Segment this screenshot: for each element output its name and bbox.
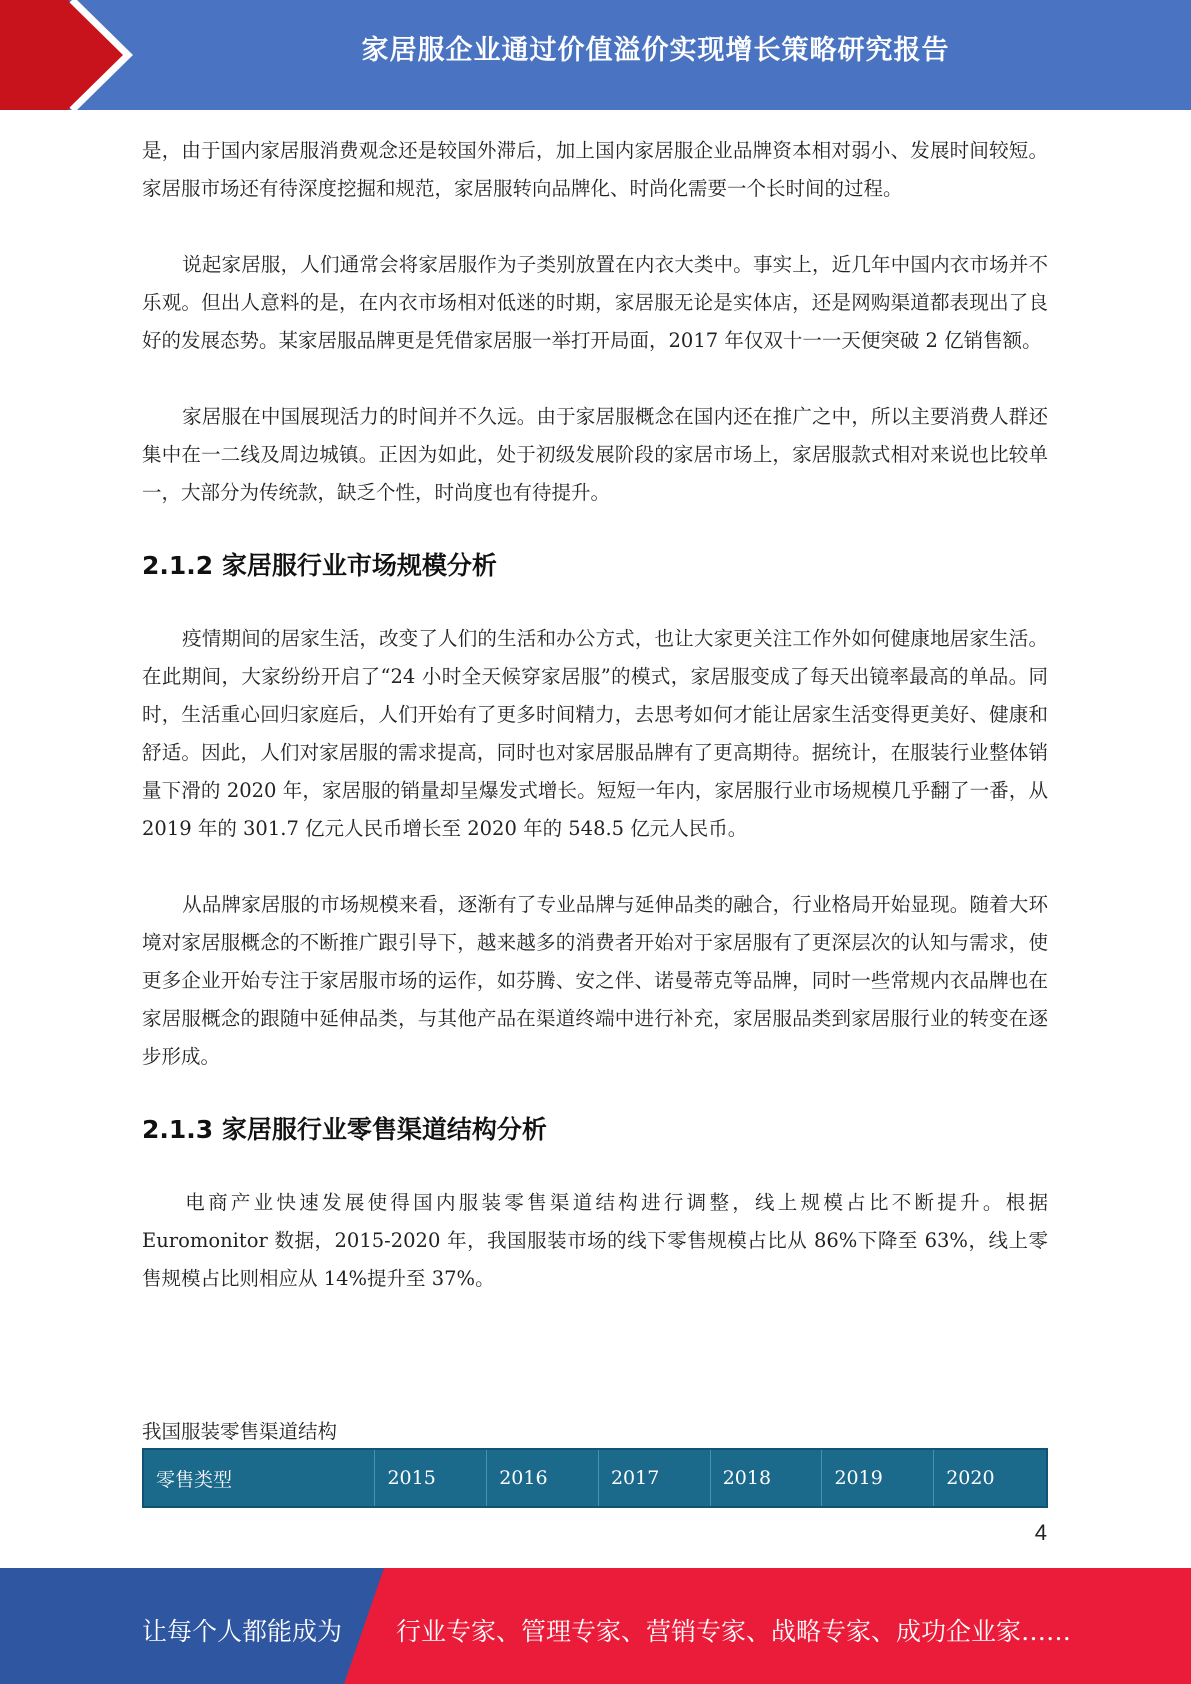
table-header-cell: 2020: [946, 1467, 995, 1489]
footer-slogan-right: 行业专家、管理专家、营销专家、战略专家、成功企业家……: [396, 1617, 1072, 1646]
page-footer: [0, 1568, 1191, 1684]
footer-slogan-left: 让每个人都能成为: [142, 1617, 343, 1646]
paragraph: [142, 620, 1048, 848]
page-number: 4: [1034, 1520, 1047, 1545]
retail-channel-table-header: [142, 1448, 1048, 1508]
paragraph: [142, 886, 1048, 1076]
section-heading-2-1-3: 2.1.3 家居服行业零售渠道结构分析: [142, 1115, 547, 1144]
table-header-cell: 2015: [375, 1450, 487, 1506]
paragraph-continued: 是，由于国内家居服消费观念还是较国外滞后，加上国内家居服企业品牌资本相对弱小、发展时间较短。家居服市场还有待深度挖掘和规范，家居服转向品牌化、时尚化需要一个长时间的过程。: [142, 139, 1048, 200]
paragraph: [142, 398, 1048, 512]
table-header-cell: 2019: [822, 1450, 934, 1506]
report-body: [142, 132, 1048, 1298]
paragraph: [142, 246, 1048, 360]
page-header: [0, 0, 1191, 110]
paragraph-text: 疫情期间的居家生活，改变了人们的生活和办公方式，也让大家更关注工作外如何健康地居家生活。在此期间，大家纷纷开启了“24 小时全天候穿家居服”的模式，家居服变成了每天出镜率最高的单品。同时，生活重心回归家庭后，人们开始有了更多时间精力，去思考如何才能让居家生活变得更美好、健康和舒适。因此，人们对家居服的需求提高，同时也对家居服品牌有了更高期待。据统计，在服装行业整体销量下滑的 2020 年，家居服的销量却呈爆发式增长。短短一年内，家居服行业市场规模几乎翻了一番，从 2019 年的 301.7 亿元人民币增长至 2020 年的 548.5 亿元人民币。: [142, 627, 1048, 840]
paragraph: [142, 1184, 1048, 1298]
paragraph-text: 家居服在中国展现活力的时间并不久远。由于家居服概念在国内还在推广之中，所以主要消费人群还集中在一二线及周边城镇。正因为如此，处于初级发展阶段的家居市场上，家居服款式相对来说也比较单一，大部分为传统款，缺乏个性，时尚度也有待提升。: [142, 405, 1048, 504]
header-title: 家居服企业通过价值溢价实现增长策略研究报告: [361, 35, 950, 66]
table-header-cell: 2018: [711, 1450, 823, 1506]
paragraph-text: 从品牌家居服的市场规模来看，逐渐有了专业品牌与延伸品类的融合，行业格局开始显现。随着大环境对家居服概念的不断推广跟引导下，越来越多的消费者开始对于家居服有了更深层次的认知与需求，使更多企业开始专注于家居服市场的运作，如芬腾、安之伴、诺曼蒂克等品牌，同时一些常规内衣品牌也在家居服概念的跟随中延伸品类，与其他产品在渠道终端中进行补充，家居服品类到家居服行业的转变在逐步形成。: [142, 893, 1048, 1068]
table-caption: 我国服装零售渠道结构: [142, 1420, 338, 1443]
section-heading-2-1-2: 2.1.2 家居服行业市场规模分析: [142, 551, 497, 580]
table-header-cell: 零售类型: [144, 1450, 375, 1506]
paragraph-text: 说起家居服，人们通常会将家居服作为子类别放置在内衣大类中。事实上，近几年中国内衣市场并不乐观。但出人意料的是，在内衣市场相对低迷的时期，家居服无论是实体店，还是网购渠道都表现出了良好的发展态势。某家居服品牌更是凭借家居服一举打开局面，2017 年仅双十一一天便突破 2 亿销售额。: [142, 253, 1048, 352]
table-header-cell: 2016: [487, 1450, 599, 1506]
paragraph-text: 电商产业快速发展使得国内服装零售渠道结构进行调整，线上规模占比不断提升。根据 Euromonitor 数据，2015-2020 年，我国服装市场的线下零售规模占比从 86%下降至 63%，线上零售规模占比则相应从 14%提升至 37%。: [142, 1191, 1048, 1290]
table-header-cell: 2017: [599, 1450, 711, 1506]
